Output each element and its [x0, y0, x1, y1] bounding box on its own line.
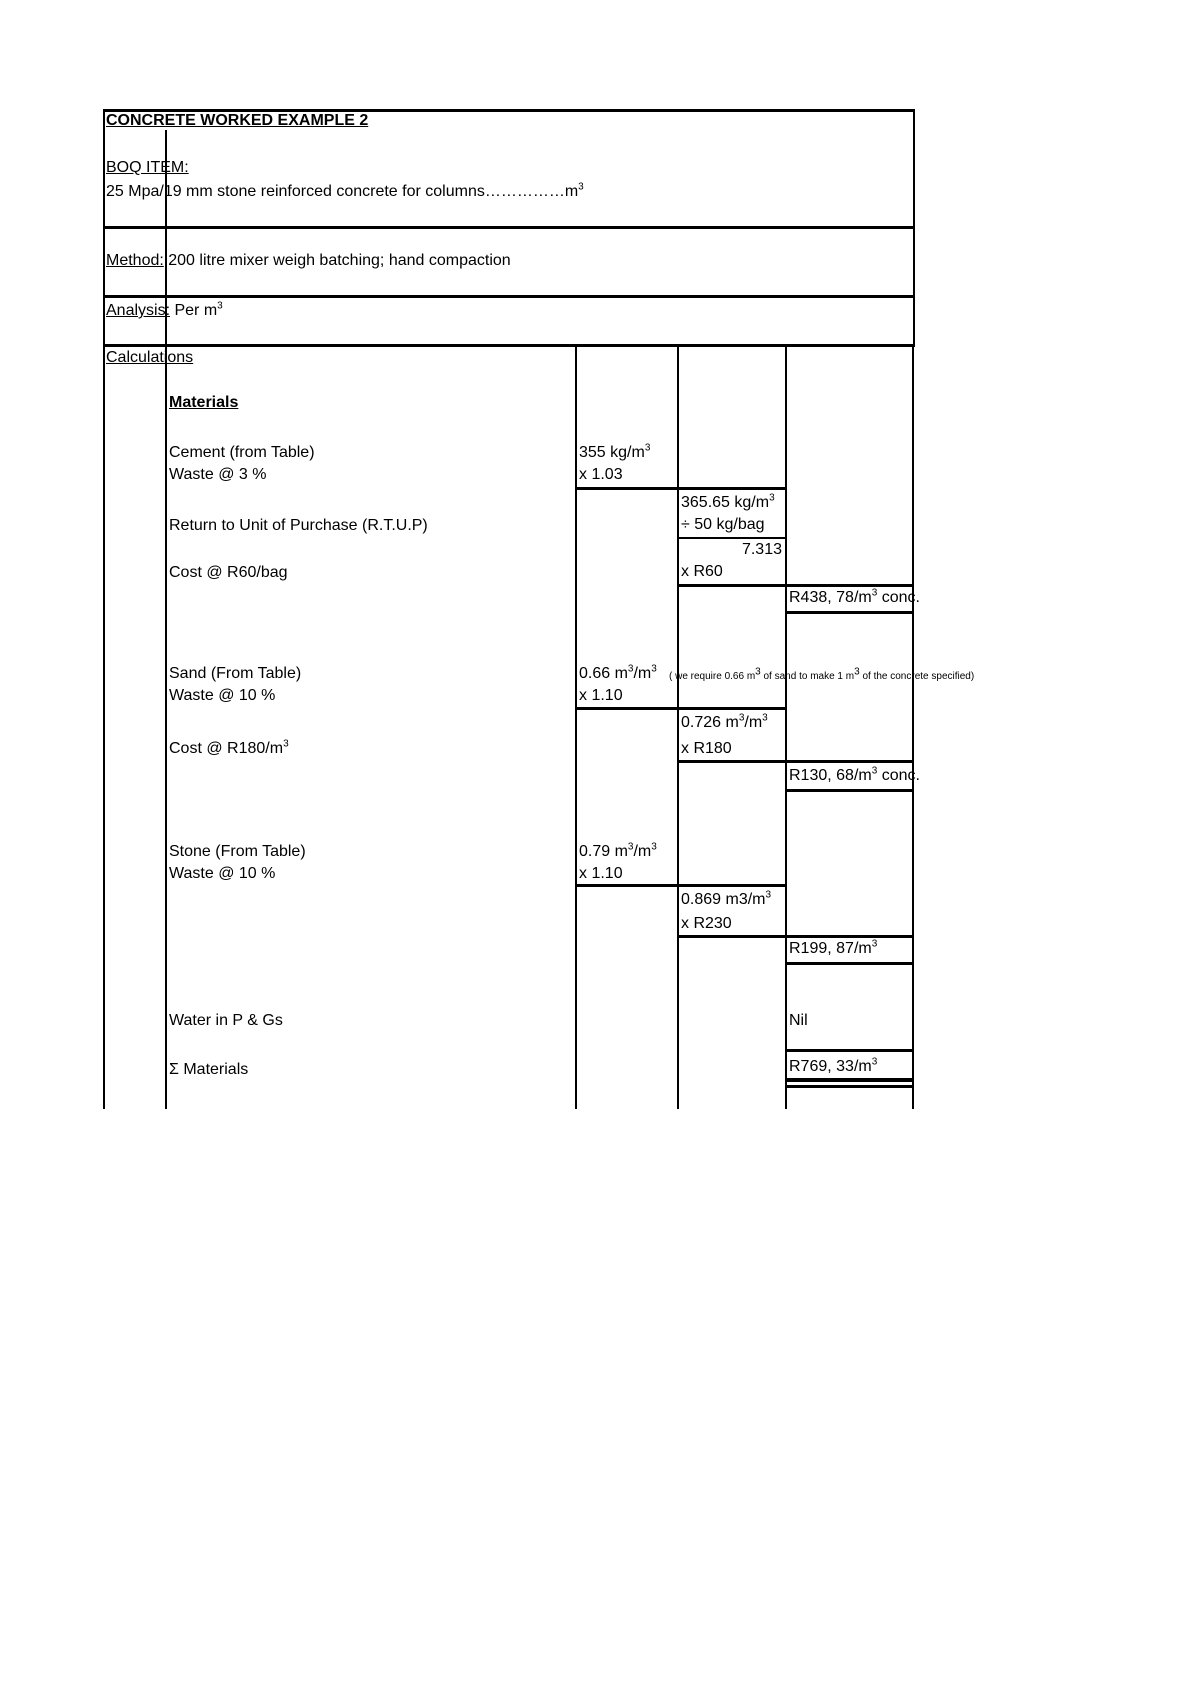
cement-waste-label: Waste @ 3 % — [169, 466, 267, 483]
cement-rule-3 — [677, 537, 787, 539]
cement-bag-divisor: ÷ 50 kg/bag — [681, 516, 765, 533]
column-line-1 — [575, 346, 577, 1109]
sand-label: Sand (From Table) — [169, 665, 302, 682]
sand-rule-3 — [677, 760, 914, 763]
section-divider-analysis — [103, 295, 915, 298]
sand-rule-1 — [575, 707, 679, 710]
stone-rule-4 — [785, 962, 914, 965]
analysis-line: Analysis: Per $m^3$ — [106, 300, 223, 319]
total-rule-1 — [785, 1078, 914, 1082]
sand-cost-label: Cost @ $R180/m^3$ — [169, 738, 289, 757]
cement-result: R438, $78/m^3$ conc. — [789, 587, 920, 606]
cement-rule-2 — [677, 487, 787, 490]
sand-note: ( we require 0.66 $m^3$ of sand to make 1 $m^3$ of the concrete specified) — [669, 666, 975, 682]
boq-label: BOQ ITEM: — [106, 159, 189, 176]
cement-rule-5 — [785, 611, 914, 614]
stone-result: R199, $87/m^3$ — [789, 938, 878, 957]
calculations-label: Calculations — [106, 349, 194, 366]
cement-rtup-label: Return to Unit of Purchase (R.T.U.P) — [169, 517, 428, 534]
total-rule-2 — [785, 1085, 914, 1088]
stone-rule-1 — [575, 884, 679, 887]
stone-rule-2 — [677, 884, 787, 887]
section-divider-calculations — [103, 344, 915, 347]
sand-qty: 0.66 $m^3/m^3$ — [579, 663, 657, 682]
sand-rule-4 — [785, 789, 914, 792]
total-materials-result: R769, $33/m^3$ — [789, 1056, 878, 1075]
boq-description: 25 Mpa/19 mm stone reinforced concrete for $columns\dots\dots\dots\dots\dots m^3$ — [106, 181, 584, 200]
column-line-4 — [912, 346, 914, 1109]
stone-qty: 0.79 $m^3/m^3$ — [579, 841, 657, 860]
method-line: Method: 200 litre mixer weigh batching; hand compaction — [106, 252, 511, 269]
cement-label: Cement (from Table) — [169, 444, 315, 461]
sand-rate: x R180 — [681, 740, 732, 757]
sand-adjusted-qty: 0.726 $m^3/m^3$ — [681, 712, 768, 731]
cement-cost-label: Cost @ R60/bag — [169, 564, 288, 581]
cement-waste-factor: x 1.03 — [579, 466, 623, 483]
cement-rate: x R60 — [681, 563, 723, 580]
stone-label: Stone (From Table) — [169, 843, 306, 860]
water-result: Nil — [789, 1012, 808, 1029]
stone-waste-label: Waste @ 10 % — [169, 865, 276, 882]
sand-waste-factor: x 1.10 — [579, 687, 623, 704]
indent-line — [165, 130, 167, 1109]
total-materials-label: Σ Materials — [169, 1061, 249, 1078]
stone-rate: x R230 — [681, 915, 732, 932]
cement-qty: 355 $kg/m^3$ — [579, 442, 651, 461]
column-line-2 — [677, 346, 679, 1109]
frame-left-line — [103, 109, 105, 1109]
cement-adjusted-qty: 365.65 $kg/m^3$ — [681, 492, 775, 511]
cement-rule-1 — [575, 487, 679, 490]
sand-waste-label: Waste @ 10 % — [169, 687, 276, 704]
cement-rule-4 — [677, 584, 914, 587]
stone-waste-factor: x 1.10 — [579, 865, 623, 882]
water-label: Water in P & Gs — [169, 1012, 283, 1029]
sand-rule-2 — [677, 707, 787, 710]
water-rule — [785, 1049, 914, 1052]
column-line-3 — [785, 346, 787, 1109]
sand-result: R130, $68/m^3$ conc. — [789, 765, 920, 784]
page-title: CONCRETE WORKED EXAMPLE 2 — [106, 112, 369, 129]
materials-heading: Materials — [169, 394, 239, 411]
cement-bag-count: 7.313 — [741, 541, 782, 558]
stone-adjusted-qty: 0.869 $m3/m^3$ — [681, 889, 772, 908]
section-divider-method — [103, 226, 915, 229]
stone-rule-3 — [677, 935, 914, 938]
